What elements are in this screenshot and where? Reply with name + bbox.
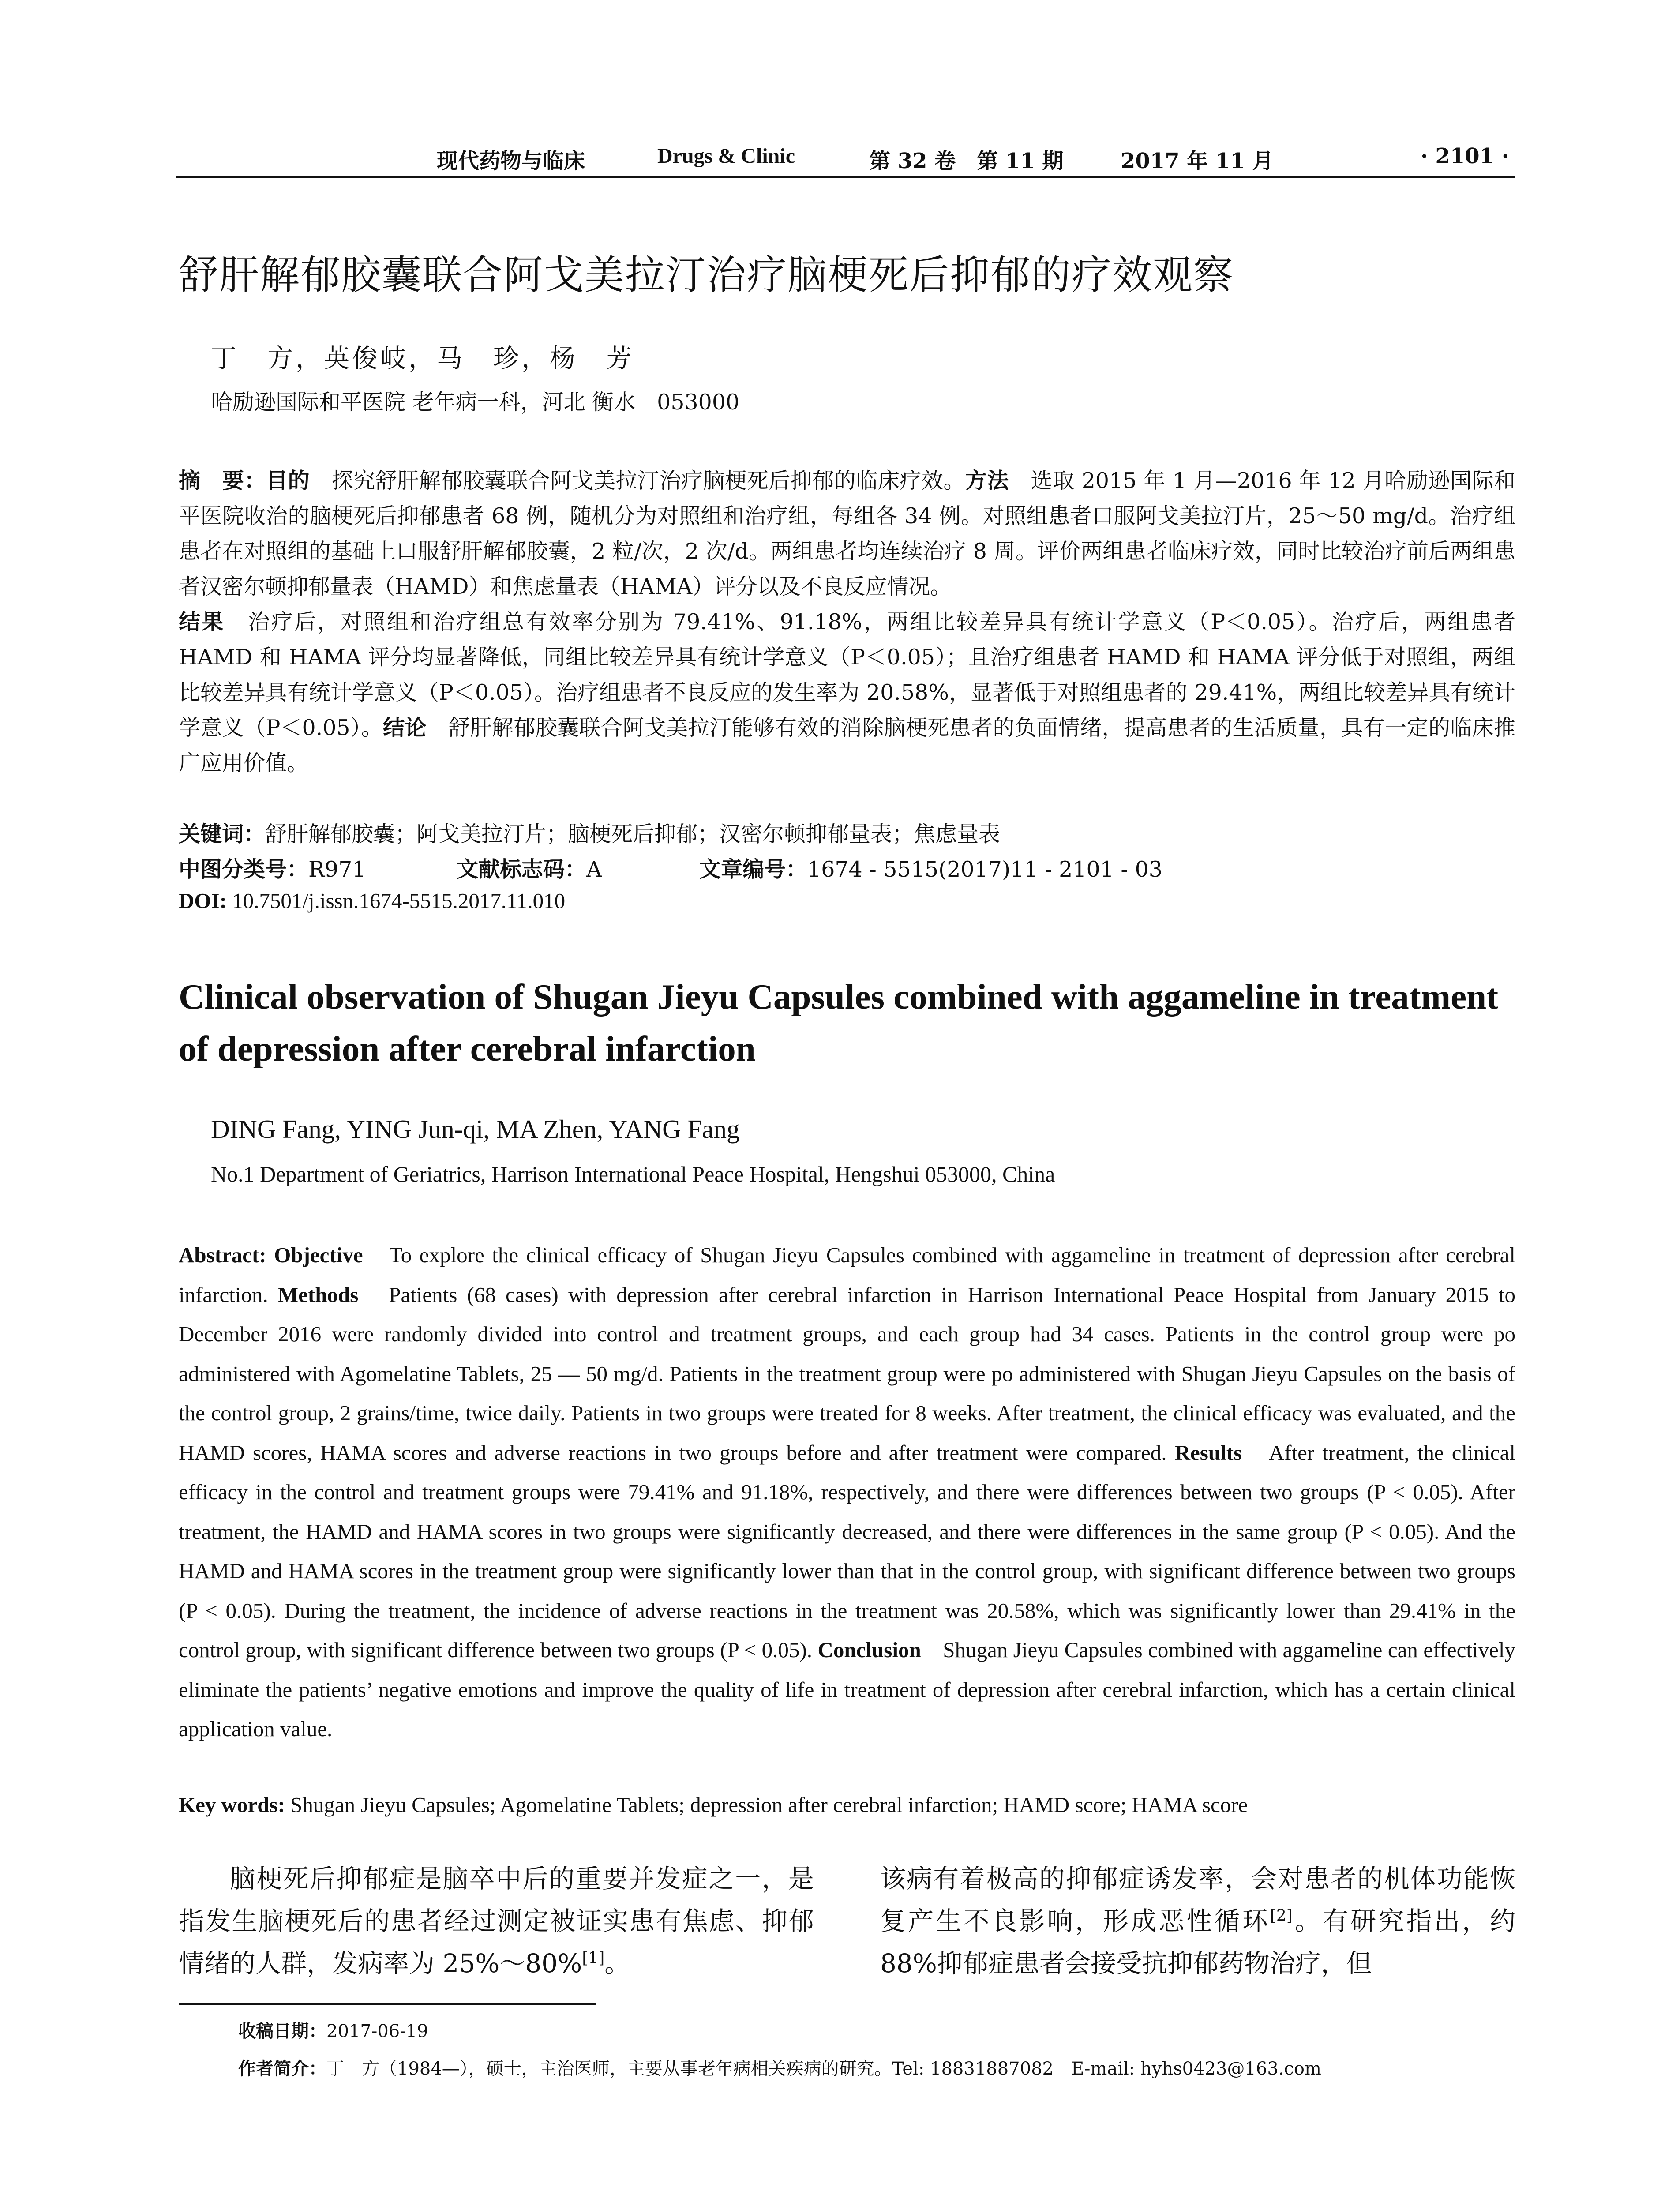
citation-ref-2[interactable]: [2] [1270,1906,1293,1925]
conclusion-text-cn: 舒肝解郁胶囊联合阿戈美拉汀能够有效的消除脑梗死患者的负面情绪，提高患者的生活质量，具有一定的临床推广应用价值。 [179,715,1515,776]
doc-code-value: A [586,857,602,882]
received-value: 2017-06-19 [326,2021,428,2041]
header-rule [176,176,1515,178]
running-header [176,140,1515,176]
journal-name-en: Drugs & Clinic [657,144,795,168]
keywords-label-cn: 关键词： [179,822,266,847]
author-bio-note [238,2055,1321,2080]
body-right-text-1: 该病有着极高的抑郁症诱发率，会对患者的机体功能恢复产生不良影响，形成恶性循环 [880,1864,1515,1936]
article-number-value: 1674 - 5515(2017)11 - 2101 - 03 [807,857,1162,882]
classification-line [179,852,366,883]
chinese-title: 舒肝解郁胶囊联合阿戈美拉汀治疗脑梗死后抑郁的疗效观察 [179,252,1234,298]
issue-date: 2017 年 11 月 [1121,149,1274,173]
objective-text-en: To explore the clinical efficacy of Shugan Jieyu Capsules combined with aggameline in treatment of depression after cerebral infarction. [179,1243,1516,1307]
body-column-left [179,1857,814,1985]
doi-label: DOI: [179,889,227,913]
article-number-line [699,852,1162,883]
chinese-abstract [179,463,1515,781]
bio-text: 丁 方（1984—），硕士，主治医师，主要从事老年病相关疾病的研究。Tel: 18831887082 E-mail: hyhs0423@163.com [326,2059,1321,2079]
methods-text-en: Patients (68 cases) with depression after cerebral infarction in Harrison International Peace Hospital from January 2015 to December 2016 were randomly divided into control and treatment groups, and each group had 34 cases. Patients in the control group were po administered with Agomelatine Tablets, 25 — 50 mg/d. Patients in the treatment group were po administered with Shugan Jieyu Capsules on the basis of the control group, 2 grains/time, twice daily. Patients in two groups were treated for 8 weeks. After treatment, the clinical efficacy was evaluated, and the HAMD scores, HAMA scores and adverse reactions in two groups before and after treatment were compared. [179,1282,1515,1465]
methods-label-cn: 方法 [965,468,1009,493]
methods-label-en: Methods [278,1282,359,1307]
volume-issue: 第 32 卷 第 11 期 [869,149,1064,173]
doi-value[interactable]: 10.7501/j.issn.1674-5515.2017.11.010 [226,889,566,913]
conclusion-label-cn: 结论 [383,715,427,740]
english-title: Clinical observation of Shugan Jieyu Capsules combined with aggameline in treatment of depression after cerebral infarction [179,977,1499,1069]
chinese-affiliation: 哈励逊国际和平医院 老年病一科，河北 衡水 053000 [211,390,740,415]
body-left-end: 。 [604,1948,630,1978]
keywords-en [179,1792,1515,1817]
keywords-cn [179,817,1000,848]
clc-label: 中图分类号： [179,857,309,882]
conclusion-label-en: Conclusion [818,1638,921,1662]
methods-text-cn: 选取 2015 年 1 月—2016 年 12 月哈励逊国际和平医院收治的脑梗死后抑郁患者 68 例，随机分为对照组和治疗组，每组各 34 例。对照组患者口服阿戈美拉汀片，25～50 mg/d。治疗组患者在对照组的基础上口服舒肝解郁胶囊，2 粒/次，2 次/d。两组患者均连续治疗 8 周。评价两组患者临床疗效，同时比较治疗前后两组患者汉密尔顿抑郁量表（HAMD）和焦虑量表（HAMA）评分以及不良反应情况。 [179,468,1515,599]
english-affiliation: No.1 Department of Geriatrics, Harrison International Peace Hospital, Hengshui 053000, China [211,1162,1055,1186]
footnote-rule [179,2003,596,2005]
results-label-cn: 结果 [179,609,225,634]
keywords-text-cn: 舒肝解郁胶囊；阿戈美拉汀片；脑梗死后抑郁；汉密尔顿抑郁量表；焦虑量表 [265,822,1001,847]
doc-code-label: 文献标志码： [457,857,587,882]
received-label: 收稿日期： [238,2021,326,2041]
body-left-text: 脑梗死后抑郁症是脑卒中后的重要并发症之一，是指发生脑梗死后的患者经过测定被证实患有焦虑、抑郁情绪的人群，发病率为 25%～80% [179,1864,814,1978]
results-text-en: After treatment, the clinical efficacy in the control and treatment groups were 79.41% and 91.18%, respectively, and there were differences between two groups (P < 0.05). After treatment, the HAMD and HAMA scores in two groups were significantly decreased, and there were differences in the same group (P < 0.05). And the HAMD and HAMA scores in the treatment group were significantly lower than that in the control group, with significant difference between two groups (P < 0.05). During the treatment, the incidence of adverse reactions in the treatment was 20.58%, which was significantly lower than 29.41% in the control group, with significant difference between two groups (P < 0.05). [179,1440,1515,1662]
article-number-label: 文章编号： [699,857,808,882]
chinese-authors: 丁 方，英俊岐，马 珍，杨 芳 [211,343,635,373]
keywords-label-en: Key words: [179,1793,285,1817]
results-label-en: Results [1174,1440,1242,1465]
objective-label-cn: 目的 [266,468,310,493]
abstract-label-en: Abstract: Objective [179,1243,363,1267]
journal-name-cn: 现代药物与临床 [437,149,585,173]
objective-text-cn: 探究舒肝解郁胶囊联合阿戈美拉汀治疗脑梗死后抑郁的临床疗效。 [310,468,965,493]
page-number: · 2101 · [1421,144,1509,169]
doi-line [179,888,565,913]
doc-code-line [457,852,602,883]
abstract-label-cn: 摘 要： [179,468,266,493]
conclusion-text-en: Shugan Jieyu Capsules combined with aggameline can effectively eliminate the patients’ negative emotions and improve the quality of life in treatment of depression after cerebral infarction, which has a certain clinical application value. [179,1638,1515,1741]
english-authors: DING Fang, YING Jun-qi, MA Zhen, YANG Fang [211,1114,740,1144]
clc-value: R971 [308,857,366,882]
citation-ref-1[interactable]: [1] [582,1949,605,1967]
english-abstract [179,1235,1515,1749]
bio-label: 作者简介： [238,2059,326,2079]
body-column-right [880,1857,1515,1985]
results-text-cn: 治疗后，对照组和治疗组总有效率分别为 79.41%、91.18%，两组比较差异具有统计学意义（P＜0.05）。治疗后，两组患者 HAMD 和 HAMA 评分均显著降低，同组比较差异具有统计学意义（P＜0.05）；且治疗组患者 HAMD 和 HAMA 评分低于对照组，两组比较差异具有统计学意义（P＜0.05）。治疗组患者不良反应的发生率为 20.58%，显著低于对照组患者的 29.41%，两组比较差异具有统计学意义（P＜0.05）。 [179,609,1515,740]
keywords-text-en: Shugan Jieyu Capsules; Agomelatine Tablets; depression after cerebral infarction; HAMD score; HAMA score [285,1793,1248,1817]
body-right-text-2: 。有研究指出，约 88%抑郁症患者会接受抗抑郁药物治疗，但 [880,1906,1515,1978]
received-date-note [238,2017,428,2042]
